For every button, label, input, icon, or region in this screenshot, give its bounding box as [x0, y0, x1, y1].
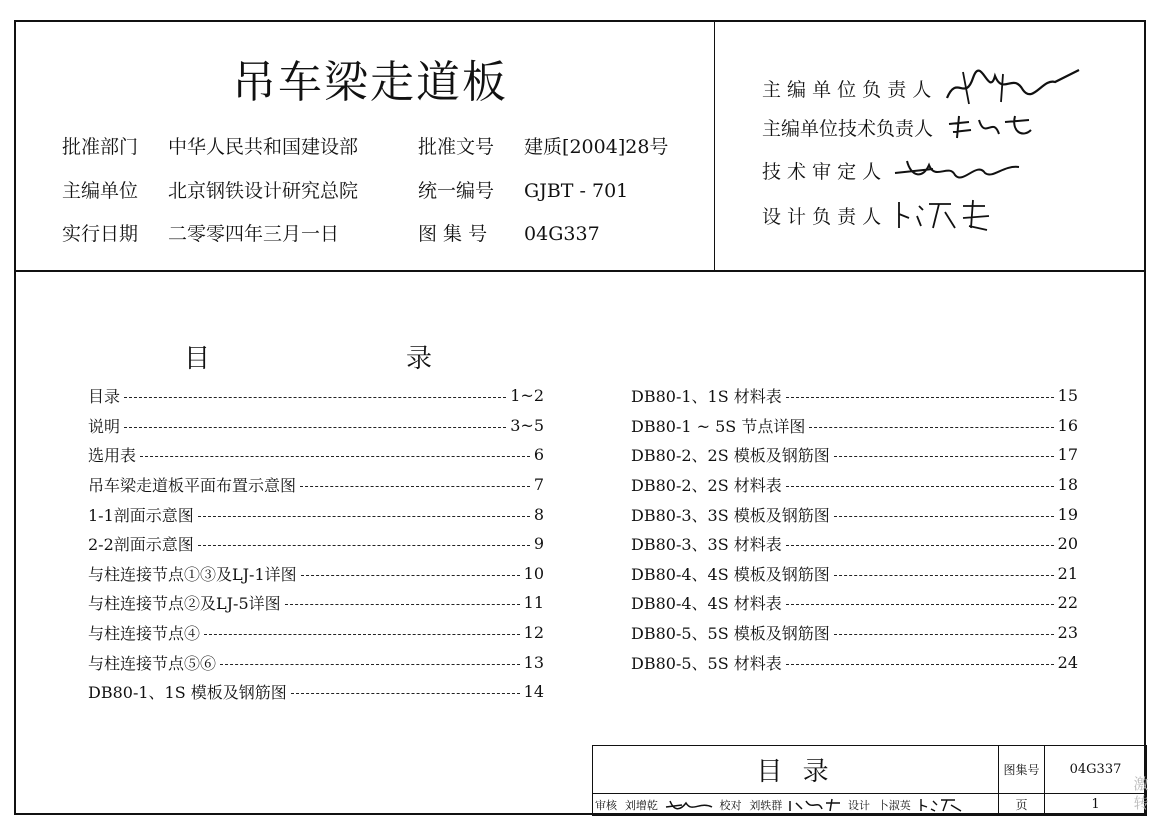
dash-leader — [291, 693, 520, 694]
atlas-no-label: 图集号 — [999, 746, 1045, 794]
page-value: 1 — [1045, 794, 1147, 816]
toc-entry-page: 16 — [1057, 415, 1078, 435]
meta-chief-unit — [62, 176, 358, 203]
toc-entry-page: 17 — [1057, 445, 1078, 465]
meta-value: 中华人民共和国建设部 — [168, 136, 359, 158]
toc-entry — [88, 559, 544, 589]
meta-value: 二零零四年三月一日 — [168, 223, 340, 245]
toc-left-column — [88, 381, 544, 707]
toc-entry — [88, 470, 544, 500]
toc-entry-title: DB80-5、5S 材料表 — [631, 653, 782, 673]
toc-entry-title: DB80-4、4S 模板及钢筋图 — [631, 564, 830, 584]
toc-entry-title: DB80-4、4S 材料表 — [631, 594, 782, 614]
dash-leader — [834, 634, 1054, 635]
dash-leader — [834, 516, 1054, 517]
meta-effective-date — [62, 219, 339, 246]
handwritten-signature — [893, 198, 993, 237]
toc-entry-page: 15 — [1057, 386, 1078, 406]
toc-entry-page: 23 — [1057, 623, 1078, 643]
dash-leader — [834, 575, 1054, 576]
atlas-no-value: 04G337 — [1045, 746, 1147, 794]
toc-entry-title: 2-2剖面示意图 — [88, 535, 194, 555]
sig-row-design-head — [762, 198, 993, 237]
toc-entry-page: 11 — [523, 593, 544, 613]
meta-value: 北京钢铁设计研究总院 — [168, 180, 359, 202]
handwritten-signature — [943, 68, 1083, 113]
meta-label: 实行日期 — [62, 223, 139, 245]
title-block-name: 目 录 — [593, 746, 999, 794]
handwritten-signature — [893, 155, 1023, 190]
toc-entry-title: 与柱连接节点⑤⑥ — [88, 653, 217, 673]
dash-leader — [809, 427, 1053, 428]
check-name: 刘轶群 — [749, 798, 783, 812]
meta-atlas-no — [418, 219, 600, 246]
title-block — [592, 745, 1146, 815]
dash-leader — [786, 545, 1054, 546]
toc-entry — [88, 440, 544, 470]
toc-entry-page: 13 — [523, 652, 544, 672]
dash-leader — [300, 486, 530, 487]
dash-leader — [786, 486, 1054, 487]
toc-entry — [631, 470, 1078, 500]
page-label: 页 — [999, 794, 1045, 816]
sig-row-tech-reviewer — [762, 155, 1023, 190]
dash-leader — [198, 545, 530, 546]
sig-role: 技 术 审 定 人 — [762, 160, 882, 183]
toc-entry-title: 与柱连接节点④ — [88, 624, 201, 644]
toc-entry-page: 6 — [533, 445, 544, 465]
toc-entry-title: 选用表 — [88, 446, 137, 466]
toc-entry-title: 与柱连接节点①③及LJ-1详图 — [88, 564, 297, 584]
approval-signature-row — [593, 794, 999, 816]
toc-entry-page: 7 — [533, 475, 544, 495]
toc-entry-title: 1-1剖面示意图 — [88, 505, 194, 525]
dash-leader — [285, 604, 520, 605]
toc-entry-title: DB80-1、1S 材料表 — [631, 387, 782, 407]
toc-heading-right: 录 — [406, 344, 433, 374]
atlas-title: 吊车梁走道板 — [232, 57, 508, 108]
dash-leader — [198, 516, 530, 517]
toc-entry-page: 14 — [523, 682, 544, 702]
toc-entry-title: DB80-2、2S 材料表 — [631, 476, 782, 496]
handwritten-signature — [664, 797, 714, 813]
sig-row-chief-unit-head — [762, 68, 1083, 113]
meta-label: 图 集 号 — [418, 223, 488, 245]
toc-entry-page: 21 — [1057, 563, 1078, 583]
dash-leader — [786, 604, 1054, 605]
dash-leader — [301, 575, 520, 576]
toc-entry — [88, 499, 544, 529]
toc-entry-page: 12 — [523, 623, 544, 643]
meta-label: 统一编号 — [418, 180, 495, 202]
meta-label: 批准文号 — [418, 136, 495, 158]
toc-entry — [631, 381, 1078, 411]
toc-entry — [88, 588, 544, 618]
dash-leader — [140, 456, 530, 457]
toc-entry-title: 说明 — [88, 416, 121, 436]
check-label: 校对 — [719, 798, 742, 812]
toc-entry-title: 与柱连接节点②及LJ-5详图 — [88, 594, 281, 614]
sig-role: 主编单位技术负责人 — [762, 117, 934, 140]
meta-approval-no — [418, 132, 668, 159]
toc-entry-title: DB80-2、2S 模板及钢筋图 — [631, 446, 830, 466]
toc-entry-page: 1~2 — [510, 386, 544, 406]
dash-leader — [834, 456, 1054, 457]
meta-value: 建质[2004]28号 — [524, 136, 669, 158]
toc-entry-title: DB80-1 ~ 5S 节点详图 — [631, 416, 806, 436]
toc-entry — [631, 499, 1078, 529]
toc-entry — [631, 588, 1078, 618]
toc-entry-title: DB80-5、5S 模板及钢筋图 — [631, 624, 830, 644]
handwritten-signature — [917, 797, 965, 813]
toc-entry — [631, 618, 1078, 648]
design-label: 设计 — [847, 798, 870, 812]
meta-approval-dept — [62, 132, 358, 159]
handwritten-signature — [788, 797, 842, 813]
toc-heading-left: 目 — [184, 344, 211, 374]
toc-entry — [88, 381, 544, 411]
toc-entry — [88, 411, 544, 441]
dash-leader — [124, 427, 506, 428]
toc-entry — [88, 618, 544, 648]
toc-entry — [631, 440, 1078, 470]
meta-label: 批准部门 — [62, 136, 139, 158]
meta-value: 04G337 — [524, 223, 600, 245]
toc-entry-page: 10 — [523, 563, 544, 583]
toc-entry — [631, 559, 1078, 589]
design-name: 卜淑英 — [877, 798, 911, 812]
toc-entry-title: 目录 — [88, 387, 121, 407]
sig-role: 设 计 负 责 人 — [762, 205, 882, 228]
toc-entry — [631, 647, 1078, 677]
dash-leader — [786, 397, 1054, 398]
dash-leader — [124, 397, 506, 398]
toc-entry-page: 22 — [1057, 593, 1078, 613]
sig-row-chief-tech-head — [762, 112, 1035, 147]
toc-entry — [631, 529, 1078, 559]
dash-leader — [204, 634, 520, 635]
toc-entry — [88, 677, 544, 707]
meta-unified-no — [418, 176, 628, 203]
toc-entry-page: 20 — [1057, 534, 1078, 554]
header-divider — [14, 270, 1146, 272]
toc-entry-title: DB80-3、3S 材料表 — [631, 535, 782, 555]
toc-entry — [88, 529, 544, 559]
toc-entry-page: 24 — [1057, 652, 1078, 672]
handwritten-signature — [945, 112, 1035, 147]
header-vertical-divider — [714, 20, 715, 270]
dash-leader — [786, 664, 1054, 665]
watermark-text: 激 转 — [1133, 775, 1149, 812]
meta-label: 主编单位 — [62, 180, 139, 202]
review-name: 刘增乾 — [624, 798, 658, 812]
meta-value: GJBT - 701 — [524, 180, 629, 202]
toc-entry-page: 8 — [533, 504, 544, 524]
sig-role: 主 编 单 位 负 责 人 — [762, 78, 932, 101]
toc-entry-page: 19 — [1057, 504, 1078, 524]
toc-entry — [631, 411, 1078, 441]
toc-entry-title: DB80-3、3S 模板及钢筋图 — [631, 505, 830, 525]
toc-entry-title: DB80-1、1S 模板及钢筋图 — [88, 683, 287, 703]
toc-entry — [88, 647, 544, 677]
review-label: 审核 — [595, 798, 617, 812]
dash-leader — [220, 664, 520, 665]
toc-entry-page: 18 — [1057, 475, 1078, 495]
toc-entry-title: 吊车梁走道板平面布置示意图 — [88, 476, 297, 496]
toc-entry-page: 9 — [533, 534, 544, 554]
toc-right-column — [631, 381, 1078, 677]
toc-entry-page: 3~5 — [510, 415, 544, 435]
